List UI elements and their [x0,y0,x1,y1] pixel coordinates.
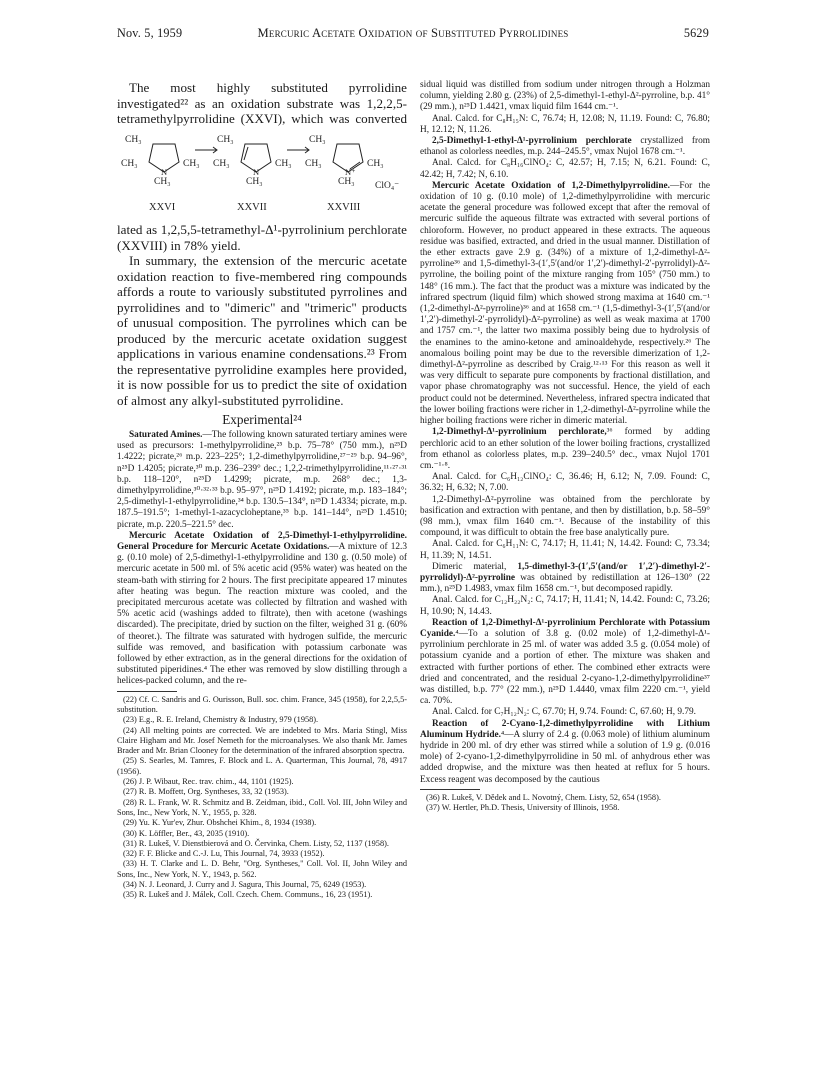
experimental-heading: Experimental²⁴ [222,412,302,427]
saturated-amines-body: —The following known saturated tertiary amines were used as precursors: 1-methylpyrrolidine,²⁵ b.p. 75–78° (750 mm.), n²⁵D 1.4222; picrate,²⁶ m.p. 223–225°; 1,2-dimethylpyrrolidine,²⁷⁻²⁹ b.p. 94–96°, n²⁵D 1.4205; picrate,³⁰ m.p. 236–239° dec.; 1,2,2-trimethylpyrrolidine,¹¹·²⁷·³¹ b.p. 118–120°, n²⁵D 1.4299; picrate, m.p. 268° dec.; 1,3-dimethylpyrrolidine,³⁰·³²·³³ b.p. 95–97°, n²⁵D 1.4192; picrate, m.p. 183–184°; 2,5-dimethyl-1-ethylpyrrolidine,³⁴ b.p. 130.5–134°, n²⁵D 1.4334; picrate, m.p. 187.5–191.5°; 1-methyl-1-azacycloheptane,³⁵ b.p. 141–144°, n²⁵D 1.4510; picrate, m.p. 220.5–221.5° dec. [117,430,407,530]
header-title: Mercuric Acetate Oxidation of Substituted Pyrrolidines [257,26,569,40]
svg-text:CH₃: CH₃ [275,159,292,169]
structure-drawing [117,128,407,218]
paragraph-potassium-cyanide [420,618,710,708]
paragraph-dimethyl-pyrroline: 1,2-Dimethyl-Δ²-pyrroline was obtained from the perchlorate by basification and extraction with pentane, and then by distillation, b.p. 58–59° (98 mm.), νmax film 1640 cm.⁻¹. Because of the instability of this compound, it was difficult to obtain the free base analytically pure. [420,494,710,539]
analysis-c8h16clno4: Anal. Calcd. for C₈H₁₆ClNO₄: C, 42.57; H, 7.15; N, 6.21. Found: C, 42.42; H, 7.42; N, 6.10. [420,158,710,180]
chemical-structures-figure [117,128,407,218]
footnote: (31) R. Lukeš, V. Dienstbierová and O. Červinka, Chem. Listy, 52, 1137 (1958). [123,838,389,848]
analysis-c8h15n: Anal. Calcd. for C₈H₁₅N: C, 76.74; H, 12.08; N, 11.19. Found: C, 76.80; H, 12.12; N, 11.26. [420,113,710,135]
svg-text:CH₃: CH₃ [154,177,171,187]
perchlorate-ion-label: ClO₄⁻ [375,181,400,191]
paragraph-dimeric-material [420,562,710,596]
svg-text:CH₃: CH₃ [246,177,263,187]
footnote: (34) N. J. Leonard, J. Curry and J. Sagura, This Journal, 75, 6249 (1953). [123,880,367,890]
footnote-divider [420,789,480,790]
paragraph-general-procedure [117,531,407,688]
svg-text:CH₃: CH₃ [338,177,355,187]
svg-text:N: N [253,167,260,177]
svg-text:N⁺: N⁺ [345,167,356,177]
svg-text:CH₃: CH₃ [309,135,326,145]
paragraph-substituted-pyrrolidine-cont: lated as 1,2,5,5-tetramethyl-Δ¹-pyrrolinium perchlorate (XXVIII) in 78% yield. [117,222,407,253]
analysis-c7h12n2: Anal. Calcd. for C₇H₁₂N₂: C, 67.70; H, 9.74. Found: C, 67.60; H, 9.79. [432,707,696,718]
footnotes-left [117,695,407,901]
paragraph-pyrrolinium-perchlorate [420,136,710,158]
footnote: (23) E.g., R. E. Ireland, Chemistry & Industry, 979 (1958). [123,715,319,725]
paragraph-oxidation-dimethylpyrrolidine [420,181,710,427]
svg-text:CH₃: CH₃ [217,135,234,145]
footnote: (35) R. Lukeš and J. Málek, Coll. Czech. Chem. Communs., 16, 23 (1951). [123,890,373,900]
left-column [117,80,407,901]
dimeric-material-body: was obtained by redistillation at 126–130° (22 mm.), n²⁵D 1.4983, νmax film 1658 cm.⁻¹, but decomposed rapidly. [420,572,710,595]
lah-title: Reaction of 2-Cyano-1,2-dimethylpyrrolidine with Lithium Aluminum Hydride. [420,718,710,740]
oxidation-dimethylpyrrolidine-title: Mercuric Acetate Oxidation of 1,2-Dimethylpyrrolidine. [432,180,671,191]
lah-body: ⁴—A slurry of 2.4 g. (0.063 mole) of lithium aluminum hydride in 200 ml. of dry ether was stirred while a solution of 1.9 g. (0.016 mole) of 2-cyano-1,2-dimethylpyrrolidine in 50 ml. of anhydrous ether was added dropwise, and the mixture was then heated at reflux for 5 hours. Excess reagent was decomposed by the cautious [420,729,710,785]
footnote: (26) J. P. Wibaut, Rec. trav. chim., 44, 1101 (1925). [123,777,294,787]
paragraph-lithium-aluminum-hydride [420,719,710,786]
svg-text:CH₃: CH₃ [183,159,200,169]
right-column [420,80,710,813]
potassium-cyanide-title: Reaction of 1,2-Dimethyl-Δ¹-pyrrolinium Perchlorate with Potassium Cyanide. [420,617,710,639]
footnote: (25) S. Searles, M. Tamres, F. Block and L. A. Quarterman, This Journal, 78, 4917 (1956). [117,756,407,776]
paragraph-saturated-amines [117,430,407,531]
svg-text:CH₃: CH₃ [121,159,138,169]
svg-text:CH₃: CH₃ [213,159,230,169]
footnote: (28) R. L. Frank, W. R. Schmitz and B. Zeidman, ibid., Coll. Vol. III, John Wiley and Sons, Inc., New York, N. Y., 1955, p. 328. [117,797,407,817]
footnote-divider [117,691,177,692]
ch3-label: CH₃ [125,135,142,145]
header-page-number: 5629 [683,26,709,40]
footnote: (29) Yu. K. Yur'ev, Zhur. Obshchei Khim., 8, 1934 (1938). [123,818,317,828]
svg-text:CH₃: CH₃ [367,159,384,169]
oxidation-dimethylpyrrolidine-body: —For the oxidation of 10 g. (0.10 mole) of 1,2-dimethylpyrrolidine with mercuric acetate the general procedure was followed except that after the removal of mercuric sulfide the aqueous filtrate was extracted with several portions of chloroform. However, no product appeared in these extracts. The aqueous residue was basified, extracted, and dried in the usual manner. Distillation of the ether extracts gave 2.9 g. (34%) of a mixture of 1,2-dimethyl-Δ²-pyrroline³⁶ and 1,5-dimethyl-3-(1′,5′(and/or 1′,2′)-dimethyl-2′-pyrrolidyl)-Δ²-pyrroline, the boiling point of the mixture ranging from 105° (750 mm.) to 148° (16 mm.). The fact that the product was a mixture was indicated by the infrared spectrum (liquid film) which showed strong maxima at 1640 cm.⁻¹ (1,2-dimethyl-Δ²-pyrroline)³⁶ and at 1658 cm.⁻¹ (1,5-dimethyl-3-(1′,5′(and/or 1′,2′)-dimethyl-2′-pyrrolidyl)-Δ²-pyrroline) as well as weak maxima at 1700 and 1757 cm.⁻¹, the latter two maxima possibly being due to hydrolysis of the enamines to the amino-ketone and aminoaldehyde, respectively.²⁶ The anomalous boiling point may be due to the reversible dimerization of 1,2-dimethyl-Δ²-pyrroline as described by Craig.¹²·¹³ For this reason as well it was very difficult to separate pure components by fractional distillation, and vapor phase chromatography was not successful. Hence, the yield of each product could not be determined. Nevertheless, infrared spectra indicated that the lower boiling fractions were richer in 1,2-dimethyl-Δ²-pyrroline while the higher boiling fractions were richer in dimeric material. [420,180,710,427]
label-xxviii: XXVIII [327,202,361,213]
paragraph-residual-liquid: sidual liquid was distilled from sodium under nitrogen through a Holzman column, yielding 2.80 g. (23%) of 2,5-dimethyl-1-ethyl-Δ²-pyrroline, b.p. 41° (29 mm.), n²⁵D 1.4421, νmax liquid film 1644 cm.⁻¹. [420,80,710,113]
paragraph-summary: In summary, the extension of the mercuric acetate oxidation reaction to five-membered ring compounds affords a route to variously substituted pyrrolines and pyrrolidines and to "dimeric" and "trimeric" products of unusual composition. The pyrrolines which can be produced by the mercuric acetate oxidation suggest applications in various enamine condensations.²³ From the representative pyrrolidine examples here provided, it is now possible for us to predict the site of oxidation of almost any alkyl-substituted pyrrolidine. [117,253,407,408]
pyrrolinium-perchlorate-title: 2,5-Dimethyl-1-ethyl-Δ¹-pyrrolinium perchlorate [432,136,632,147]
dimethyl-pyrrolinium-title: 1,2-Dimethyl-Δ¹-pyrrolinium perchlorate, [432,427,607,438]
label-xxvi: XXVI [149,202,176,213]
footnote: (22) Cf. C. Sandris and G. Ourisson, Bull. soc. chim. France, 345 (1958), for 2,2,5,5-substitution. [117,694,407,714]
footnote: (33) H. T. Clarke and L. D. Behr, "Org. Syntheses," Coll. Vol. II, John Wiley and Sons, Inc., New York, N. Y., 1943, p. 562. [117,859,407,879]
analysis-c6h11n: Anal. Calcd. for C₆H₁₁N: C, 74.17; H, 11.41; N, 14.42. Found: C, 73.34; H, 11.39; N, 14.51. [420,539,710,561]
footnote: (24) All melting points are corrected. We are indebted to Mrs. Maria Stingl, Miss Claire Higham and Mr. Josef Nemeth for the microanalyses. We also thank Mr. James Brader and Mr. Brian Clooney for the determination of the infrared absorption spectra. [117,725,407,756]
dimeric-material-intro: Dimeric material, [432,561,518,572]
footnote: (30) K. Löffler, Ber., 43, 2035 (1910). [123,828,250,838]
general-procedure-body: —A mixture of 12.3 g. (0.10 mole) of 2,5-dimethyl-1-ethylpyrrolidine and 130 g. (0.50 mole) of mercuric acetate in 500 ml. of 5% acetic acid (95% water) was heated on the steam-bath with stirring for 2 hours. The first precipitate appeared 17 minutes after heating was begun. The reaction mixture was cooled, and the precipitated mercurous acetate was collected by filtration and washed with 5% acetic acid (washings added to filtrate), then with acetone (washings discarded). The precipitate, dried by suction on the filter, weighed 31 g. (60% of theoret.). The filtrate was saturated with hydrogen sulfide, the mercuric sulfide was removed, and basification with potassium carbonate was followed by ether extraction, as in the general directions for the oxidation of substituted piperidines.⁴ The ether was removed by slow distilling through a helices-packed column, and the re- [117,542,408,687]
label-xxvii: XXVII [237,202,267,213]
svg-text:CH₃: CH₃ [305,159,322,169]
pyrrolinium-perchlorate-body: crystallized from ethanol as colorless needles, m.p. 244–245.5°, νmax Nujol 1678 cm.⁻¹. [420,136,710,158]
footnote: (37) W. Hertler, Ph.D. Thesis, University of Illinois, 1958. [426,803,620,813]
analysis-c6h12clno4: Anal. Calcd. for C₆H₁₂ClNO₄: C, 36.46; H, 6.12; N, 7.09. Found: C, 36.32; H, 6.32; N, 7.00. [420,472,710,494]
analysis-c12h22n2: Anal. Calcd. for C₁₂H₂₂N₂: C, 74.17; H, 11.41; N, 14.42. Found: C, 73.26; H, 10.90; N, 14.43. [420,595,710,617]
footnote: (32) F. F. Blicke and C.-J. Lu, This Journal, 74, 3933 (1952). [123,849,325,859]
potassium-cyanide-body: ⁴—To a solution of 3.8 g. (0.02 mole) of 1,2-dimethyl-Δ¹-pyrrolinium perchlorate in 25 ml. of water was added 3.5 g. (0.054 mole) of potassium cyanide and a portion of ether. The mixture was shaken and extracted with further portions of ether. The combined ether extracts were dried and concentrated, and the residual 2-cyano-1,2-dimethylpyrrolidine³⁷ was distilled, b.p. 77° (22 mm.), n²⁵D 1.4440, νmax film 2220 cm.⁻¹, yield ca. 70%. [420,628,710,707]
saturated-amines-title: Saturated Amines. [129,430,203,440]
svg-text:N: N [161,167,168,177]
paragraph-substituted-pyrrolidine: The most highly substituted pyrrolidine investigated²² as an oxidation substrate was 1,2,2,5-tetramethylpyrrolidine (XXVI), which was converted [117,80,407,126]
running-header [117,26,709,42]
footnote: (27) R. B. Moffett, Org. Syntheses, 33, 32 (1953). [123,787,289,797]
header-date: Nov. 5, 1959 [117,26,183,40]
dimethyl-pyrrolinium-body: ³⁶ formed by adding perchloric acid to an ether solution of the lower boiling fractions, crystallized from ethanol as colorless plates, m.p. 239–240.5° dec., νmax Nujol 1701 cm.⁻¹·⁸. [420,427,710,471]
general-procedure-title: Mercuric Acetate Oxidation of 2,5-Dimethyl-1-ethylpyrrolidine. General Procedure for Mercuric Acetate Oxidations. [117,530,407,553]
footnote: (36) R. Lukeš, V. Dědek and L. Novotný, Chem. Listy, 52, 654 (1958). [426,792,661,802]
paragraph-dimethyl-pyrrolinium-perchlorate [420,427,710,472]
dimeric-material-title: 1,5-dimethyl-3-(1′,5′(and/or 1′,2′)-dimethyl-2′-pyrrolidyl)-Δ²-pyrroline [420,561,710,583]
